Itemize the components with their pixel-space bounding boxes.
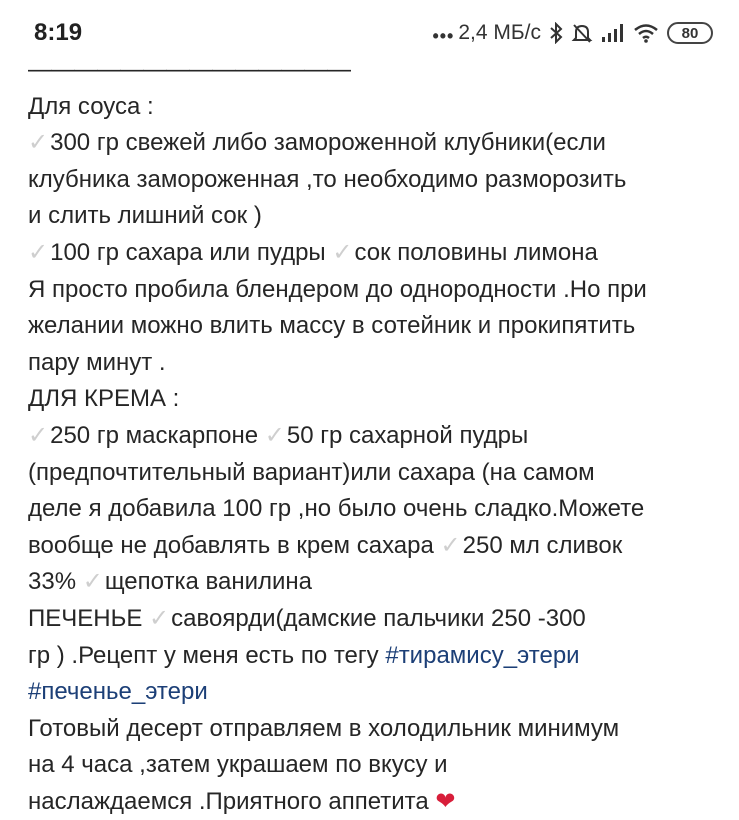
text-line: гр ) .Рецепт у меня есть по тегу #тирамису_этери	[28, 641, 580, 669]
check-icon: ✓	[28, 421, 49, 449]
list-item: вообще не добавлять в крем сахара ✓250 мл сливок	[28, 531, 623, 559]
text-line: наслаждаемся .Приятного аппетита ❤	[28, 787, 456, 815]
list-item: ✓250 гр маскарпоне ✓50 гр сахарной пудры	[28, 421, 529, 449]
signal-icon	[601, 23, 625, 43]
post-caption	[28, 52, 718, 820]
sauce-title: Для соуса :	[28, 92, 154, 120]
wifi-icon	[633, 23, 659, 43]
network-speed: 2,4 МБ/с	[458, 21, 541, 44]
text-line	[28, 674, 718, 711]
list-item: ПЕЧЕНЬЕ ✓савоярди(дамские пальчики 250 -300	[28, 604, 586, 632]
check-icon: ✓	[82, 568, 103, 596]
text-line: деле я добавила 100 гр ,но было очень сладко.Можете	[28, 495, 645, 523]
text-line: и слить лишний сок )	[28, 202, 262, 230]
bluetooth-icon	[549, 22, 563, 44]
text-line: клубника замороженная ,то необходимо разморозить	[28, 165, 627, 193]
text-line: Готовый десерт отправляем в холодильник минимум	[28, 714, 620, 742]
text-line: (предпочтительный вариант)или сахара (на самом	[28, 458, 595, 486]
cream-title: ДЛЯ КРЕМА :	[28, 385, 180, 413]
text-line: пару минут .	[28, 348, 166, 376]
check-icon: ✓	[149, 604, 170, 632]
check-icon: ✓	[440, 531, 461, 559]
check-icon: ✓	[28, 129, 49, 157]
status-icons	[432, 20, 713, 47]
status-time: 8:19	[34, 19, 83, 46]
battery-icon: 80	[667, 22, 713, 44]
text-line: на 4 часа ,затем украшаем по вкусу и	[28, 751, 448, 779]
check-icon: ✓	[264, 421, 285, 449]
more-notifications-icon: •••	[432, 25, 455, 46]
list-item: ✓300 гр свежей либо замороженной клубники(если	[28, 129, 606, 157]
heart-icon: ❤	[435, 787, 456, 815]
hashtag-link[interactable]: #печенье_этери	[28, 678, 208, 706]
hashtag-link[interactable]: #тирамису_этери	[385, 641, 580, 669]
check-icon: ✓	[28, 238, 49, 266]
mute-icon	[571, 22, 593, 44]
text-line: желании можно влить массу в сотейник и прокипятить	[28, 312, 636, 340]
list-item: ✓100 гр сахара или пудры ✓сок половины лимона	[28, 238, 598, 266]
list-item: 33% ✓щепотка ванилина	[28, 568, 313, 596]
text-line: Я просто пробила блендером до однородности .Но при	[28, 275, 647, 303]
check-icon: ✓	[332, 238, 353, 266]
separator: ——————————————	[28, 56, 350, 83]
